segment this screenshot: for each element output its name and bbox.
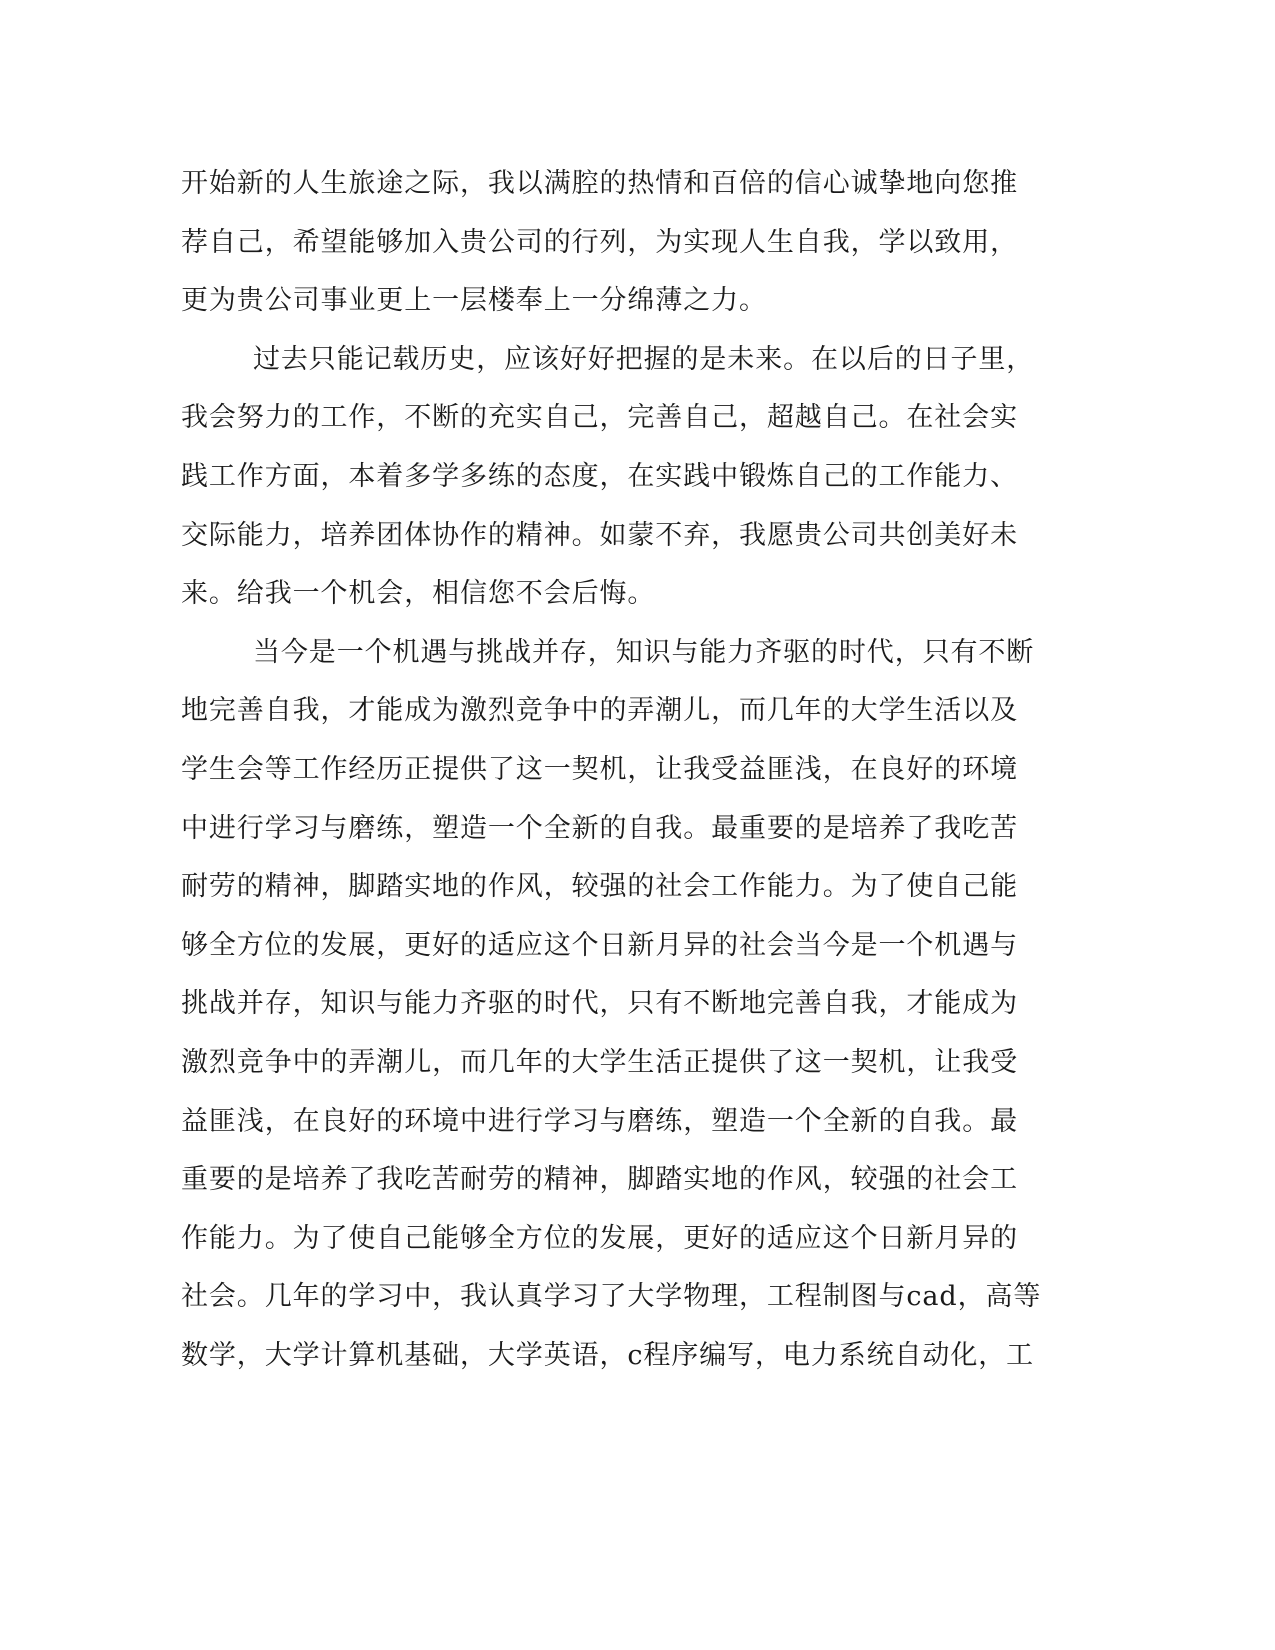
text-line: 耐劳的精神，脚踏实地的作风，较强的社会工作能力。为了使自己能: [181, 871, 1018, 903]
body-text: [181, 155, 1041, 1385]
text-line: 地完善自我，才能成为激烈竞争中的弄潮儿，而几年的大学生活以及: [181, 695, 1018, 727]
paragraph-first-line: 过去只能记载历史，应该好好把握的是未来。在以后的日子里，: [253, 343, 1035, 375]
text-line: 我会努力的工作，不断的充实自己，完善自己，超越自己。在社会实: [181, 402, 1018, 434]
text-line: 荐自己，希望能够加入贵公司的行列，为实现人生自我，学以致用，: [181, 226, 1018, 258]
text-line: 学生会等工作经历正提供了这一契机，让我受益匪浅，在良好的环境: [181, 753, 1018, 785]
text-line: 数学，大学计算机基础，大学英语，c程序编写，电力系统自动化，工: [181, 1339, 1035, 1371]
text-line: 开始新的人生旅途之际，我以满腔的热情和百倍的信心诚挚地向您推: [181, 168, 1018, 199]
text-line: 践工作方面，本着多学多练的态度，在实践中锻炼自己的工作能力、: [181, 460, 1018, 492]
text-line: 重要的是培养了我吃苦耐劳的精神，脚踏实地的作风，较强的社会工: [181, 1164, 1018, 1196]
text-line: 更为贵公司事业更上一层楼奉上一分绵薄之力。: [181, 285, 767, 317]
text-line: 社会。几年的学习中，我认真学习了大学物理，工程制图与cad，高等: [181, 1281, 1042, 1313]
text-line: 挑战并存，知识与能力齐驱的时代，只有不断地完善自我，才能成为: [181, 988, 1018, 1020]
text-line: 激烈竞争中的弄潮儿，而几年的大学生活正提供了这一契机，让我受: [181, 1046, 1018, 1078]
text-line: 交际能力，培养团体协作的精神。如蒙不弃，我愿贵公司共创美好未: [181, 519, 1018, 551]
text-line: 中进行学习与磨练，塑造一个全新的自我。最重要的是培养了我吃苦: [181, 812, 1018, 844]
paragraph-first-line: 当今是一个机遇与挑战并存，知识与能力齐驱的时代，只有不断: [253, 636, 1035, 668]
text-line: 作能力。为了使自己能够全方位的发展，更好的适应这个日新月异的: [181, 1222, 1018, 1254]
text-line: 益匪浅，在良好的环境中进行学习与磨练，塑造一个全新的自我。最: [181, 1105, 1018, 1137]
text-line: 来。给我一个机会，相信您不会后悔。: [181, 578, 656, 610]
text-line: 够全方位的发展，更好的适应这个日新月异的社会当今是一个机遇与: [181, 929, 1018, 961]
